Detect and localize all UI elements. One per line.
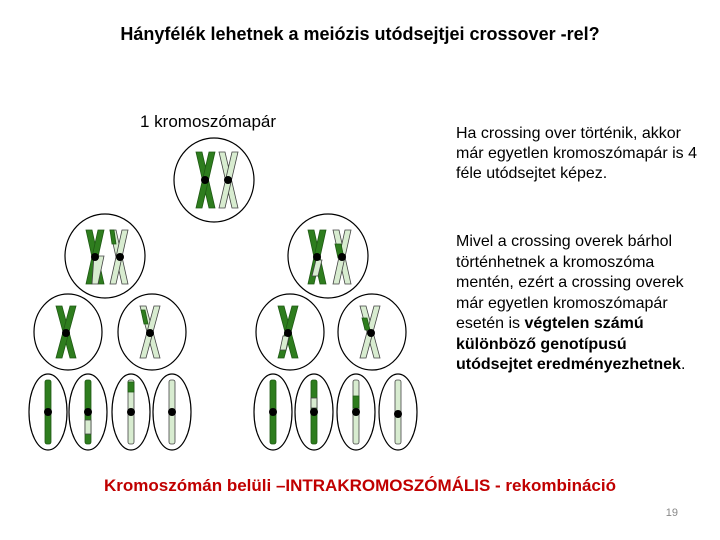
gamete-cell-5 <box>254 374 292 450</box>
meiosis2-cell-1 <box>34 294 102 370</box>
paragraph-crossing-over: Ha crossing over történik, akkor már egyetlen kromoszómapár is 4 féle utódsejtet képez. <box>456 125 697 182</box>
paragraph2-text: Mivel a crossing overek bárhol történhetnek a kromoszóma mentén, ezért a crossing overek már egyetlen kromoszómapár esetén is <box>456 233 684 332</box>
daughter-cell-1 <box>65 214 145 298</box>
gamete-cell-1 <box>29 374 67 450</box>
gamete-cell-3 <box>112 374 150 450</box>
daughter-cell-2 <box>288 214 368 298</box>
gamete-cell-2 <box>69 374 107 450</box>
gamete-cell-6 <box>295 374 333 450</box>
parent-cell <box>174 138 254 222</box>
page-number: 19 <box>665 507 678 519</box>
paragraph2-end: . <box>680 356 686 373</box>
meiosis2-cell-4 <box>338 294 406 370</box>
subtitle-chromosome-pair: 1 kromoszómapár <box>140 112 277 131</box>
slide-title: Hányfélék lehetnek a meiózis utódsejtjei crossover -rel? <box>120 24 600 44</box>
meiosis2-cell-3 <box>256 294 324 370</box>
recombination-footer: Kromoszómán belüli –INTRAKROMOSZÓMÁLIS - rekombináció <box>104 476 616 495</box>
gamete-cell-8 <box>379 374 417 450</box>
paragraph2-bold: végtelen számú különböző genotípusú utódsejtet eredményezhetnek <box>456 315 681 373</box>
gamete-cell-7 <box>337 374 375 450</box>
meiosis2-cell-2 <box>118 294 186 370</box>
gamete-cell-4 <box>153 374 191 450</box>
